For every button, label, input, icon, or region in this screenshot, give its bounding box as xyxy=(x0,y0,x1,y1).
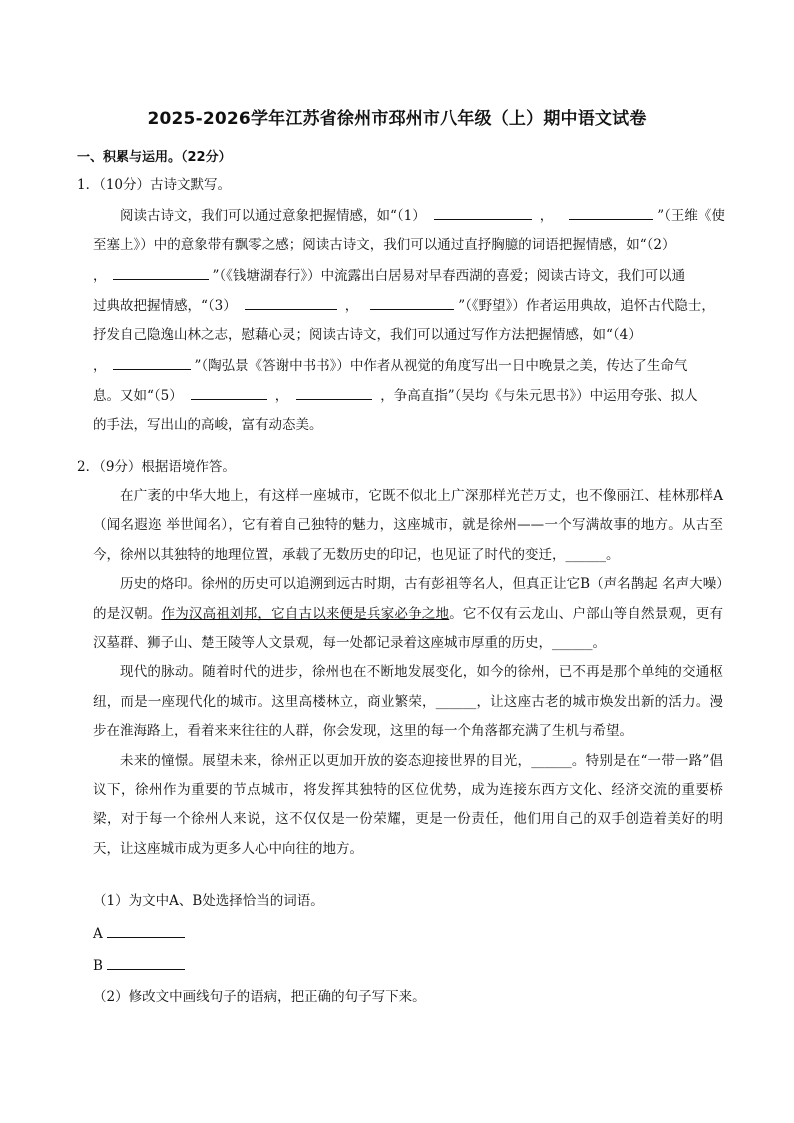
q1-line-2: 至塞上》）中的意象带有飘零之感；阅读古诗文，我们可以通过直抒胸臆的词语把握情感，如“（2） xyxy=(93,237,676,253)
answer-blank[interactable] xyxy=(191,386,267,400)
answer-blank[interactable] xyxy=(113,266,209,280)
passage-paragraph-3: 现代的脉动。随着时代的进步，徐州也在不断地发展变化，如今的徐州，已不再是那个单纯的交通枢纽，而是一座现代化的城市。这里高楼林立，商业繁荣，______，让这座古老的城市焕发出新的活力。漫步在淮海路上，看着来来往往的人群，你会发现，这里的每一个角落都充满了生机与希望。 xyxy=(93,664,723,740)
passage-paragraph-2: 历史的烙印。徐州的历史可以追溯到远古时期，古有彭祖等名人，但真正让它B（声名鹊起 名声大噪）的是汉朝。作为汉高祖刘邦，它自古以来便是兵家必争之地。它不仅有云龙山、户部山等自然景观，更有汉墓群、狮子山、楚王陵等人文景观，每一处都记录着这座城市厚重的历史，______。 xyxy=(93,576,724,652)
answer-blank[interactable] xyxy=(245,296,337,310)
answer-blank[interactable] xyxy=(296,386,372,400)
question-2-label: 2．（9分）根据语境作答。 xyxy=(77,459,236,475)
q1-line-6: ， ”（陶弘景《答谢中书书》）中作者从视觉的角度写出一日中晚景之美，传达了生命气 xyxy=(93,358,688,374)
q1-line-8: 的手法，写出山的高峻，富有动态美。 xyxy=(93,417,323,433)
passage-paragraph-1: 在广袤的中华大地上，有这样一座城市，它既不似北上广深那样光芒万丈，也不像丽江、桂林那样A（闻名遐迩 举世闻名），它有着自己独特的魅力，这座城市，就是徐州——一个写满故事的地方。从古至今，徐州以其独特的地理位置，承载了无数历史的印记，也见证了时代的变迁，______。 xyxy=(93,488,723,563)
q1-line-5: 抒发自己隐逸山林之志，慰藉心灵；阅读古诗文，我们可以通过写作方法把握情感，如“（4） xyxy=(93,327,642,343)
answer-b-label: B xyxy=(93,958,103,974)
answer-b-row xyxy=(93,956,185,975)
page-title: 2025-2026学年江苏省徐州市邳州市八年级（上）期中语文试卷 xyxy=(147,109,647,129)
underlined-sentence: 作为汉高祖刘邦，它自古以来便是兵家必争之地 xyxy=(161,605,450,622)
q1-line-3: ， ”（《钱塘湖春行》）中流露出白居易对早春西湖的喜爱；阅读古诗文，我们可以通 xyxy=(93,268,686,284)
answer-a-row xyxy=(93,924,185,943)
question-1-label: 1．（10分）古诗文默写。 xyxy=(77,177,232,193)
sub-question-1: （1）为文中A、B处选择恰当的词语。 xyxy=(93,893,324,909)
q1-line-7: 息。又如“（5） ， ，争高直指”（吴均《与朱元思书》）中运用夸张、拟人 xyxy=(93,388,698,404)
answer-a-label: A xyxy=(93,926,103,942)
answer-blank[interactable] xyxy=(370,296,454,310)
q1-line-1: 阅读古诗文，我们可以通过意象把握情感，如“（1） ， ”（王维《使 xyxy=(120,208,725,224)
sub-question-2: （2）修改文中画线句子的语病，把正确的句子写下来。 xyxy=(93,989,426,1005)
answer-a-blank[interactable] xyxy=(107,924,185,938)
section-heading: 一、积累与运用。（22分） xyxy=(77,150,232,165)
answer-blank[interactable] xyxy=(113,356,191,370)
q1-line-4: 过典故把握情感，“（3） ， ”（《野望》）作者运用典故，追怀古代隐士， xyxy=(93,298,715,314)
answer-b-blank[interactable] xyxy=(107,956,185,970)
answer-blank[interactable] xyxy=(434,206,532,220)
passage-paragraph-4: 未来的憧憬。展望未来，徐州正以更加开放的姿态迎接世界的目光，______。特别是在“一带一路”倡议下，徐州作为重要的节点城市，将发挥其独特的区位优势，成为连接东西方文化、经济交流的重要桥梁，对于每一个徐州人来说，这不仅仅是一份荣耀，更是一份责任，他们用自己的双手创造着美好的明天，让这座城市成为更多人心中向往的地方。 xyxy=(93,752,723,857)
answer-blank[interactable] xyxy=(569,206,653,220)
q2-passage xyxy=(93,482,723,864)
